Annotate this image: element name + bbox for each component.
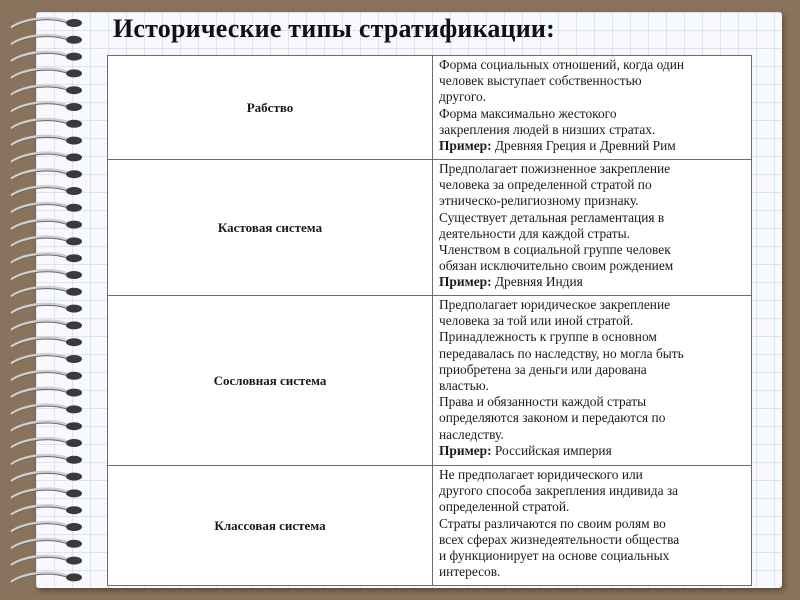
type-cell: Кастовая система	[108, 160, 433, 296]
description-line: другого.	[439, 89, 487, 105]
table-row	[108, 160, 752, 296]
description-cell	[433, 160, 752, 296]
description-line: Существует детальная регламентация в	[439, 209, 665, 225]
description-line: другого способа закрепления индивида за	[439, 483, 679, 499]
spiral-binding-icon	[8, 14, 86, 594]
description-line: определяются законом и передаются по	[439, 410, 666, 426]
type-cell: Рабство	[108, 56, 433, 160]
description-line: определенной стратой.	[439, 499, 570, 515]
type-cell: Сословная система	[108, 296, 433, 466]
description-cell	[433, 56, 752, 160]
type-cell: Классовая система	[108, 466, 433, 586]
table-row	[108, 296, 752, 466]
description-line: властью.	[439, 378, 490, 394]
description-line: Предполагает юридическое закрепление	[439, 297, 671, 312]
example-line	[439, 443, 745, 459]
description-line: Страты различаются по своим ролям во	[439, 515, 666, 531]
description-line: закрепления людей в низших стратах.	[439, 121, 656, 137]
table-row	[108, 56, 752, 160]
description-line: Предполагает пожизненное закрепление	[439, 161, 671, 176]
description-line: Права и обязанности каждой страты	[439, 394, 647, 410]
example-value: Древняя Индия	[494, 274, 583, 290]
description-line: Принадлежность к группе в основном	[439, 329, 657, 345]
example-label: Пример:	[439, 274, 492, 290]
example-label: Пример:	[439, 442, 492, 458]
description-line: Не предполагает юридического или	[439, 467, 643, 482]
description-line: всех сферах жизнедеятельности общества	[439, 531, 680, 547]
description-line: интересов.	[439, 564, 501, 580]
example-value: Российская империя	[494, 442, 612, 458]
description-line: обязан исключительно своим рождением	[439, 258, 674, 274]
stratification-table	[107, 55, 752, 585]
description-line: Форма максимально жестокого	[439, 105, 617, 121]
description-line: Форма социальных отношений, когда один	[439, 57, 685, 72]
page-title: Исторические типы стратификации:	[113, 14, 555, 43]
example-value: Древняя Греция и Древний Рим	[494, 138, 676, 154]
table	[107, 55, 752, 586]
table-row	[108, 466, 752, 586]
example-label: Пример:	[439, 138, 492, 154]
description-line: человека за той или иной стратой.	[439, 313, 634, 329]
description-cell	[433, 466, 752, 586]
description-line: передавалась по наследству, но могла быть	[439, 345, 684, 361]
description-line: Членством в социальной группе человек	[439, 242, 671, 258]
description-line: приобретена за деньги или дарована	[439, 361, 647, 377]
example-line	[439, 138, 745, 154]
description-line: наследству.	[439, 426, 504, 442]
description-cell	[433, 296, 752, 466]
description-line: человека за определенной стратой по	[439, 177, 652, 193]
description-line: деятельности для каждой страты.	[439, 225, 630, 241]
description-line: этническо-религиозному признаку.	[439, 193, 639, 209]
description-line: и функционирует на основе социальных	[439, 548, 670, 564]
description-line: человек выступает собственностью	[439, 73, 642, 89]
example-line	[439, 274, 745, 290]
